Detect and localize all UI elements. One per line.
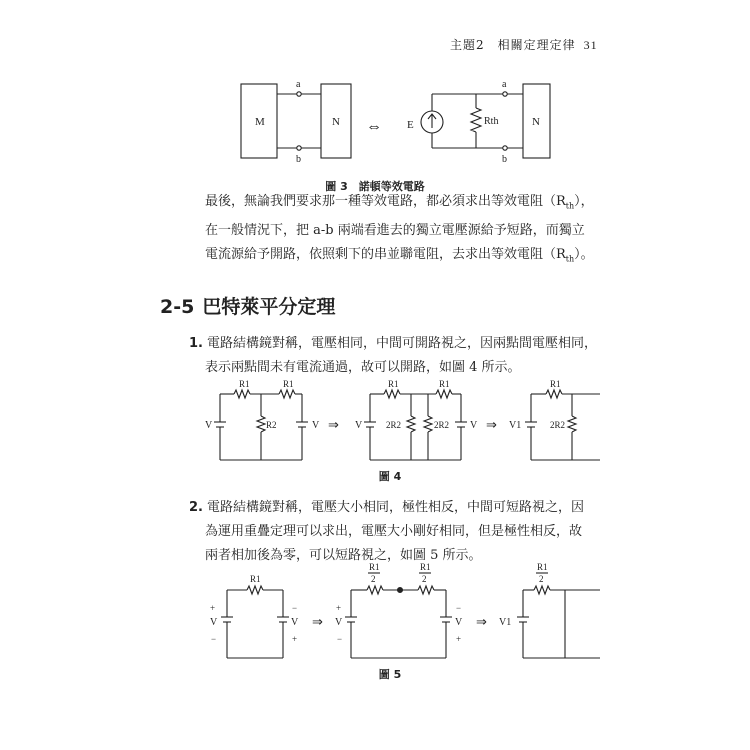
resistor-r1-half-a xyxy=(367,586,383,594)
label-r1-half-b: R1 xyxy=(420,562,431,572)
item-2-line-2: 為運用重疊定理可以求出，電壓大小剛好相同，但是極性相反，故 xyxy=(205,524,583,539)
label-v-5b: V xyxy=(291,617,299,628)
resistor-r1-half-c xyxy=(534,586,550,594)
minus-2: − xyxy=(292,603,298,613)
label-a-right: a xyxy=(502,79,507,90)
item-1-number: 1. xyxy=(189,336,203,351)
terminal-b-right xyxy=(503,146,507,150)
resistor-2r2-a xyxy=(407,416,415,432)
page-number: 31 xyxy=(583,38,598,52)
arrow-1: ⇒ xyxy=(328,417,339,432)
label-a-left: a xyxy=(296,79,301,90)
item-1 xyxy=(189,332,597,380)
resistor-r1-d xyxy=(436,390,452,398)
label-b-left: b xyxy=(296,154,301,165)
resistor-2r2-b xyxy=(424,416,432,432)
minus-1: − xyxy=(211,634,217,644)
label-v-5c: V xyxy=(335,617,343,628)
plus-2: + xyxy=(292,634,298,644)
resistor-r1-a xyxy=(234,390,250,398)
label-v1-5: V1 xyxy=(499,617,512,628)
label-v-5a: V xyxy=(210,617,218,628)
label-n-right: N xyxy=(532,116,540,128)
label-n-left: N xyxy=(332,116,340,128)
label-2r2-a: 2R2 xyxy=(386,420,402,430)
label-v-2-right: V xyxy=(470,420,478,431)
label-m: M xyxy=(255,116,265,128)
item-2-line-1: 電路結構鏡對稱，電壓大小相同，極性相反，中間可短路視之，因 xyxy=(206,500,584,515)
label-r1-d: R1 xyxy=(439,379,450,389)
section-title: 巴特萊平分定理 xyxy=(202,296,336,318)
item-2 xyxy=(189,496,584,568)
figure-3-caption: 圖 3 諾頓等效電路 xyxy=(325,180,425,193)
resistor-r1-f xyxy=(247,586,263,594)
plus-3: + xyxy=(336,603,342,613)
minus-3: − xyxy=(337,634,343,644)
figure-4-caption: 圖 4 xyxy=(378,470,402,483)
terminal-a-right xyxy=(503,92,507,96)
label-two-a: 2 xyxy=(371,574,376,584)
terminal-b xyxy=(297,146,301,150)
paragraph-norton-equivalent xyxy=(205,190,594,271)
section-number: 2-5 xyxy=(160,296,195,318)
plus-1: + xyxy=(210,603,216,613)
figure-5 xyxy=(210,562,600,658)
label-r1-e: R1 xyxy=(550,379,561,389)
item-2-line-3: 兩者相加後為零，可以短路視之，如圖 5 所示。 xyxy=(205,548,482,563)
equivalence-symbol: ⇔ xyxy=(366,118,382,135)
label-v1-4: V1 xyxy=(509,420,522,431)
resistor-r1-b xyxy=(279,390,295,398)
item-1-line-1: 電路結構鏡對稱，電壓相同，中間可開路視之，因兩點間電壓相同， xyxy=(206,336,597,351)
paragraph-line-3: 電流源給予開路，依照剩下的串並聯電阻，去求出等效電阻$(R_{th})$。 xyxy=(205,246,594,264)
label-r1-a: R1 xyxy=(239,379,250,389)
resistor-r2 xyxy=(257,416,265,432)
label-two-b: 2 xyxy=(422,574,427,584)
figure-5-caption: 圖 5 xyxy=(378,668,402,681)
resistor-r1-c xyxy=(384,390,400,398)
label-2r2-c: 2R2 xyxy=(550,420,566,430)
label-rth: Rth xyxy=(484,116,499,127)
label-r2: R2 xyxy=(266,420,277,430)
label-v-right: V xyxy=(312,420,320,431)
plus-4: + xyxy=(456,634,462,644)
arrow-4: ⇒ xyxy=(476,614,487,629)
arrow-2: ⇒ xyxy=(486,417,497,432)
resistor-rth xyxy=(471,108,481,132)
arrow-3: ⇒ xyxy=(312,614,323,629)
paragraph-line-1: 最後，無論我們要求那一種等效電路，都必須求出等效電阻$(R_{th})$， xyxy=(205,194,594,211)
item-1-line-2: 表示兩點間未有電流通過，故可以開路，如圖 4 所示。 xyxy=(205,360,521,375)
label-r1-c: R1 xyxy=(388,379,399,389)
label-two-c: 2 xyxy=(539,574,544,584)
label-v-left: V xyxy=(205,420,213,431)
header-title: 主題2 相關定理定律 xyxy=(450,38,576,52)
minus-4: − xyxy=(456,603,462,613)
label-r1-half-c: R1 xyxy=(537,562,548,572)
label-e: E xyxy=(407,119,414,131)
figure-3 xyxy=(241,79,550,165)
label-b-right: b xyxy=(502,154,507,165)
label-v-5d: V xyxy=(455,617,463,628)
item-2-number: 2. xyxy=(189,500,203,515)
resistor-2r2-c xyxy=(568,416,576,432)
label-r1-b: R1 xyxy=(283,379,294,389)
label-r1-half-a: R1 xyxy=(369,562,380,572)
label-2r2-b: 2R2 xyxy=(434,420,450,430)
paragraph-line-2: 在一般情況下，把 a-b 兩端看進去的獨立電壓源給予短路，而獨立 xyxy=(205,222,585,238)
section-heading xyxy=(160,292,335,319)
label-r1-f: R1 xyxy=(250,574,261,584)
node-dot xyxy=(398,588,403,593)
terminal-a xyxy=(297,92,301,96)
figure-4 xyxy=(205,379,600,460)
resistor-r1-half-b xyxy=(418,586,434,594)
resistor-r1-e xyxy=(546,390,562,398)
label-v-2-left: V xyxy=(355,420,363,431)
